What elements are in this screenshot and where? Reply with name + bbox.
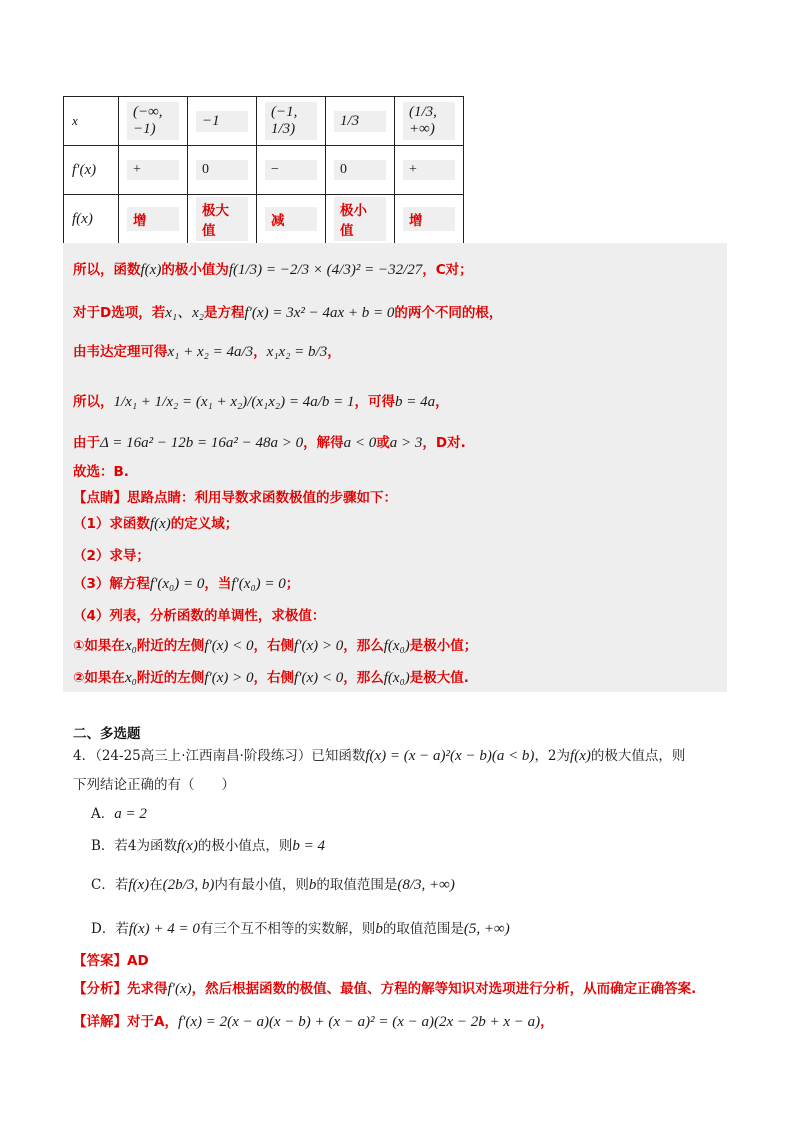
text: C．若 <box>91 877 129 893</box>
text: ，C对； <box>422 262 473 278</box>
text: 是方程 <box>203 305 245 321</box>
math: f(x) <box>177 838 198 854</box>
table-cell <box>119 195 188 244</box>
text: 由于 <box>73 435 100 451</box>
math: 1/x₁ + 1/x₂ = (x₁ + x₂)/(x₁x₂) = 4a/b = 1 <box>113 394 355 410</box>
solution-line-8 <box>73 514 238 534</box>
x-label: x <box>72 112 78 128</box>
text: ， <box>540 1014 554 1030</box>
table-cell <box>64 97 119 146</box>
text: ， <box>327 344 341 360</box>
text: 的定义域； <box>170 516 239 532</box>
math: b <box>375 921 383 937</box>
text: ，可得 <box>354 394 395 410</box>
text: ，右侧 <box>253 670 295 686</box>
text: ，解得 <box>303 435 344 451</box>
sign-cell: 0 <box>334 160 386 180</box>
math: Δ = 16a² − 12b = 16a² − 48a > 0 <box>100 435 304 451</box>
text: 的取值范围是 <box>382 921 464 937</box>
text: 的极大值点，则 <box>590 748 686 764</box>
trend-cell: 增 <box>403 207 455 231</box>
math: b = 4 <box>292 838 325 854</box>
question-4-line-2: 下列结论正确的有（ ） <box>73 777 235 793</box>
math: f(x) = (x − a)²(x − b)(a < b) <box>365 748 535 764</box>
table-cell <box>64 146 119 195</box>
text: ，2为 <box>534 748 571 764</box>
interval-cell: (1/3, +∞) <box>403 102 455 140</box>
table-cell <box>119 97 188 146</box>
text: 【详解】对于A， <box>73 1014 178 1030</box>
text: D．若 <box>91 921 129 937</box>
math: (2b/3, b) <box>162 877 215 893</box>
text: 的两个不同的根， <box>394 305 503 321</box>
math: f′(x) > 0 <box>294 638 344 654</box>
math: f(1/3) = −2/3 × (4/3)² = −32/27 <box>228 262 423 278</box>
solution-line-2 <box>73 303 502 323</box>
solution-line-3 <box>73 342 341 362</box>
math: a > 3 <box>389 435 423 451</box>
math: f(x) + 4 = 0 <box>128 921 200 937</box>
sign-table <box>63 96 464 244</box>
text: ，那么 <box>343 638 384 654</box>
math: f(x) <box>570 748 591 764</box>
table-cell <box>257 146 326 195</box>
solution-line-6: 故选：B. <box>73 464 129 480</box>
trend-cell: 极大值 <box>196 197 248 241</box>
text: ，那么 <box>343 670 384 686</box>
analysis-line <box>73 977 696 998</box>
sign-cell: 0 <box>196 160 248 180</box>
solution-line-7: 【点睛】思路点睛：利用导数求函数极值的步骤如下： <box>73 490 397 506</box>
math: b <box>308 877 317 893</box>
text: 所以， <box>73 394 114 410</box>
interval-cell: 1/3 <box>334 111 386 132</box>
interval-cell: (−∞, −1) <box>127 102 179 140</box>
solution-line-1 <box>73 260 473 280</box>
math: x₁x₂ = b/3 <box>266 344 328 360</box>
math: f(x) <box>128 877 150 893</box>
table-cell <box>395 97 464 146</box>
table-cell <box>257 195 326 244</box>
math: f(x₀) <box>383 670 410 686</box>
math: x₁ + x₂ = 4a/3 <box>167 344 254 360</box>
text: 或 <box>376 435 390 451</box>
math: f(x) <box>140 262 162 278</box>
table-row <box>64 97 464 146</box>
table-cell <box>119 146 188 195</box>
solution-line-13 <box>73 668 469 688</box>
math: f(x) <box>149 516 171 532</box>
option-b <box>91 834 325 855</box>
table-cell <box>64 195 119 244</box>
option-a <box>91 802 147 823</box>
sign-cell: + <box>403 160 455 180</box>
f-label: f(x) <box>72 210 93 227</box>
detail-line <box>73 1010 554 1031</box>
text: 附近的左侧 <box>136 638 205 654</box>
option-d <box>91 917 510 938</box>
text: ，然后根据函数的极值、最值、方程的解等知识对选项进行分析，从而确定正确答案. <box>191 981 697 997</box>
text: 的极小值为 <box>161 262 229 278</box>
table-cell <box>257 97 326 146</box>
text: 附近的左侧 <box>136 670 205 686</box>
table-cell <box>395 146 464 195</box>
section-heading: 二、多选题 <box>73 726 141 742</box>
interval-cell: (−1, 1/3) <box>265 102 317 140</box>
math: x₁、x₂ <box>165 305 204 321</box>
math: f′(x) < 0 <box>204 638 254 654</box>
text: 4．（24-25高三上·江西南昌·阶段练习）已知函数 <box>73 748 366 764</box>
text: ①如果在 <box>73 638 125 654</box>
math: (8/3, +∞) <box>397 877 455 893</box>
text: ； <box>285 576 300 592</box>
text: ，右侧 <box>253 638 295 654</box>
math: f′(x₀) = 0 <box>149 576 205 592</box>
text: 内有最小值，则 <box>214 877 309 893</box>
table-row <box>64 195 464 244</box>
solution-line-9: （2）求导； <box>73 548 150 564</box>
table-cell <box>326 97 395 146</box>
table-row <box>64 146 464 195</box>
text: 在 <box>149 877 163 893</box>
interval-cell: −1 <box>196 111 248 132</box>
math: x₀ <box>124 670 137 686</box>
text: 有三个互不相等的实数解，则 <box>199 921 376 937</box>
math: f′(x) = 2(x − a)(x − b) + (x − a)² = (x − a)(2x − 2b + x − a) <box>177 1014 541 1030</box>
text: 的取值范围是 <box>316 877 398 893</box>
text: （3）解方程 <box>73 576 150 592</box>
math: f(x₀) <box>383 638 410 654</box>
table-cell <box>188 97 257 146</box>
text: 【分析】先求得 <box>73 981 168 997</box>
math: f′(x₀) = 0 <box>231 576 286 592</box>
solution-line-5 <box>73 433 466 453</box>
text: ，当 <box>204 576 232 592</box>
math: f′(x) <box>167 981 192 997</box>
sign-cell: + <box>127 160 179 180</box>
text: 是极小值； <box>409 638 478 654</box>
answer-line: 【答案】AD <box>73 953 149 969</box>
question-4-line-1 <box>73 744 685 765</box>
table-cell <box>326 146 395 195</box>
option-c <box>91 873 455 894</box>
math: a < 0 <box>343 435 377 451</box>
sign-cell: − <box>265 160 317 180</box>
trend-cell: 增 <box>127 207 179 231</box>
text: ， <box>253 344 267 360</box>
text: （1）求函数 <box>73 516 150 532</box>
math: b = 4a <box>395 394 436 410</box>
math: f′(x) < 0 <box>294 670 344 686</box>
text: 的极小值点，则 <box>197 838 293 854</box>
text: 对于D选项，若 <box>73 305 166 321</box>
text: ②如果在 <box>73 670 125 686</box>
text: 所以，函数 <box>73 262 141 278</box>
solution-line-12 <box>73 636 477 656</box>
fprime-label: f′(x) <box>72 161 97 178</box>
text: ，D对. <box>422 435 466 451</box>
math: f′(x) = 3x² − 4ax + b = 0 <box>244 305 395 321</box>
solution-line-4 <box>73 392 449 412</box>
table-cell <box>188 146 257 195</box>
math: f′(x) > 0 <box>204 670 254 686</box>
text: ， <box>435 394 449 410</box>
table-cell <box>188 195 257 244</box>
solution-line-10 <box>73 574 299 594</box>
trend-cell: 减 <box>265 207 317 231</box>
table-cell <box>395 195 464 244</box>
table-cell <box>326 195 395 244</box>
math: x₀ <box>124 638 137 654</box>
text: A． <box>91 806 115 822</box>
trend-cell: 极小值 <box>334 197 386 241</box>
math: (5, +∞) <box>463 921 510 937</box>
text: 是极大值. <box>409 670 469 686</box>
text: B．若4为函数 <box>91 838 178 854</box>
solution-line-11: （4）列表，分析函数的单调性，求极值： <box>73 608 326 624</box>
math: a = 2 <box>114 806 147 822</box>
text: 由韦达定理可得 <box>73 344 168 360</box>
